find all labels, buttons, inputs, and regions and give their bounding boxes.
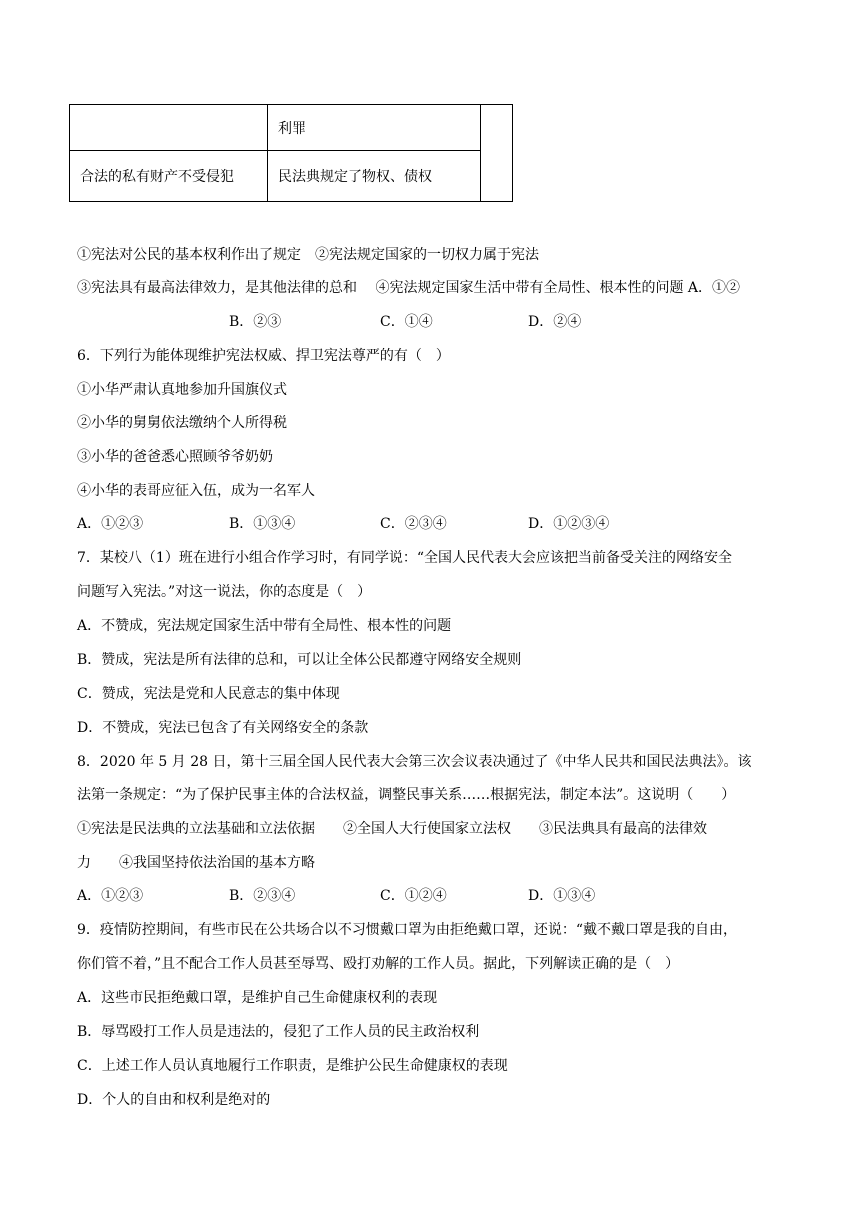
q8-statement-line-1: ①宪法是民法典的立法基础和立法依据 ②全国人大行使国家立法权 ③民法典具有最高的法律效 — [77, 821, 707, 837]
table-cell — [70, 105, 268, 151]
q8-option-a: A．①②③ — [77, 888, 144, 904]
q6-statement-2: ②小华的舅舅依法缴纳个人所得税 — [77, 415, 287, 431]
table-cell — [481, 105, 513, 202]
q9-option-b: B．辱骂殴打工作人员是违法的，侵犯了工作人员的民主政治权利 — [77, 1024, 480, 1040]
q8-option-b: B．②③④ — [229, 888, 296, 904]
q6-statement-1: ①小华严肃认真地参加升国旗仪式 — [77, 382, 287, 398]
table-cell: 合法的私有财产不受侵犯 — [70, 151, 268, 202]
q9-stem-line-2: 你们管不着，”且不配合工作人员甚至辱骂、殴打劝解的工作人员。据此，下列解读正确的是（ ） — [77, 956, 680, 972]
q6-option-b: B．①③④ — [229, 516, 296, 532]
q6-option-c: C．②③④ — [380, 516, 447, 532]
q8-option-c: C．①②④ — [380, 888, 447, 904]
q5-option-b: B．②③ — [229, 314, 282, 330]
q9-option-d: D．个人的自由和权利是绝对的 — [77, 1092, 271, 1108]
q7-stem-line-2: 问题写入宪法。”对这一说法，你的态度是（ ） — [77, 584, 372, 600]
q6-option-a: A．①②③ — [77, 516, 144, 532]
q7-option-b: B．赞成，宪法是所有法律的总和，可以让全体公民都遵守网络安全规则 — [77, 652, 522, 668]
q7-option-a: A．不赞成，宪法规定国家生活中带有全局性、根本性的问题 — [77, 618, 452, 634]
q5-statement-line-1: ①宪法对公民的基本权利作出了规定 ②宪法规定国家的一切权力属于宪法 — [77, 247, 539, 263]
table-cell: 利罪 — [268, 105, 481, 151]
q6-statement-3: ③小华的爸爸悉心照顾爷爷奶奶 — [77, 449, 273, 465]
table-row — [70, 151, 513, 202]
table-row — [70, 105, 513, 151]
q8-stem-line-1: 8．2020 年 5 月 28 日，第十三届全国人民代表大会第三次会议表决通过了《中华人民共和国民法典法》。该 — [77, 754, 752, 770]
table-cell: 民法典规定了物权、债权 — [268, 151, 481, 202]
q6-statement-4: ④小华的表哥应征入伍，成为一名军人 — [77, 483, 315, 499]
q9-option-c: C．上述工作人员认真地履行工作职责，是维护公民生命健康权的表现 — [77, 1058, 508, 1074]
q9-option-a: A．这些市民拒绝戴口罩，是维护自己生命健康权利的表现 — [77, 990, 438, 1006]
q6-stem: 6．下列行为能体现维护宪法权威、捍卫宪法尊严的有（ ） — [77, 348, 450, 364]
q8-statement-line-2: 力 ④我国坚持依法治国的基本方略 — [77, 855, 315, 871]
comparison-table — [69, 104, 513, 202]
q8-stem-line-2: 法第一条规定：“为了保护民事主体的合法权益，调整民事关系……根据宪法，制定本法”。这说明（ ） — [77, 787, 736, 803]
q7-option-d: D．不赞成，宪法已包含了有关网络安全的条款 — [77, 720, 369, 736]
q5-option-d: D．②④ — [528, 314, 582, 330]
q7-stem-line-1: 7．某校八（1）班在进行小组合作学习时，有同学说：“全国人民代表大会应该把当前备受关注的网络安全 — [77, 550, 732, 566]
q9-stem-line-1: 9．疫情防控期间，有些市民在公共场合以不习惯戴口罩为由拒绝戴口罩，还说：“戴不戴口罩是我的自由， — [77, 922, 738, 938]
q5-statement-line-2: ③宪法具有最高法律效力，是其他法律的总和 ④宪法规定国家生活中带有全局性、根本性的问题 A．①② — [77, 280, 741, 296]
q8-option-d: D．①③④ — [528, 888, 596, 904]
q5-option-c: C．①④ — [380, 314, 433, 330]
q7-option-c: C．赞成，宪法是党和人民意志的集中体现 — [77, 686, 340, 702]
q6-option-d: D．①②③④ — [528, 516, 610, 532]
